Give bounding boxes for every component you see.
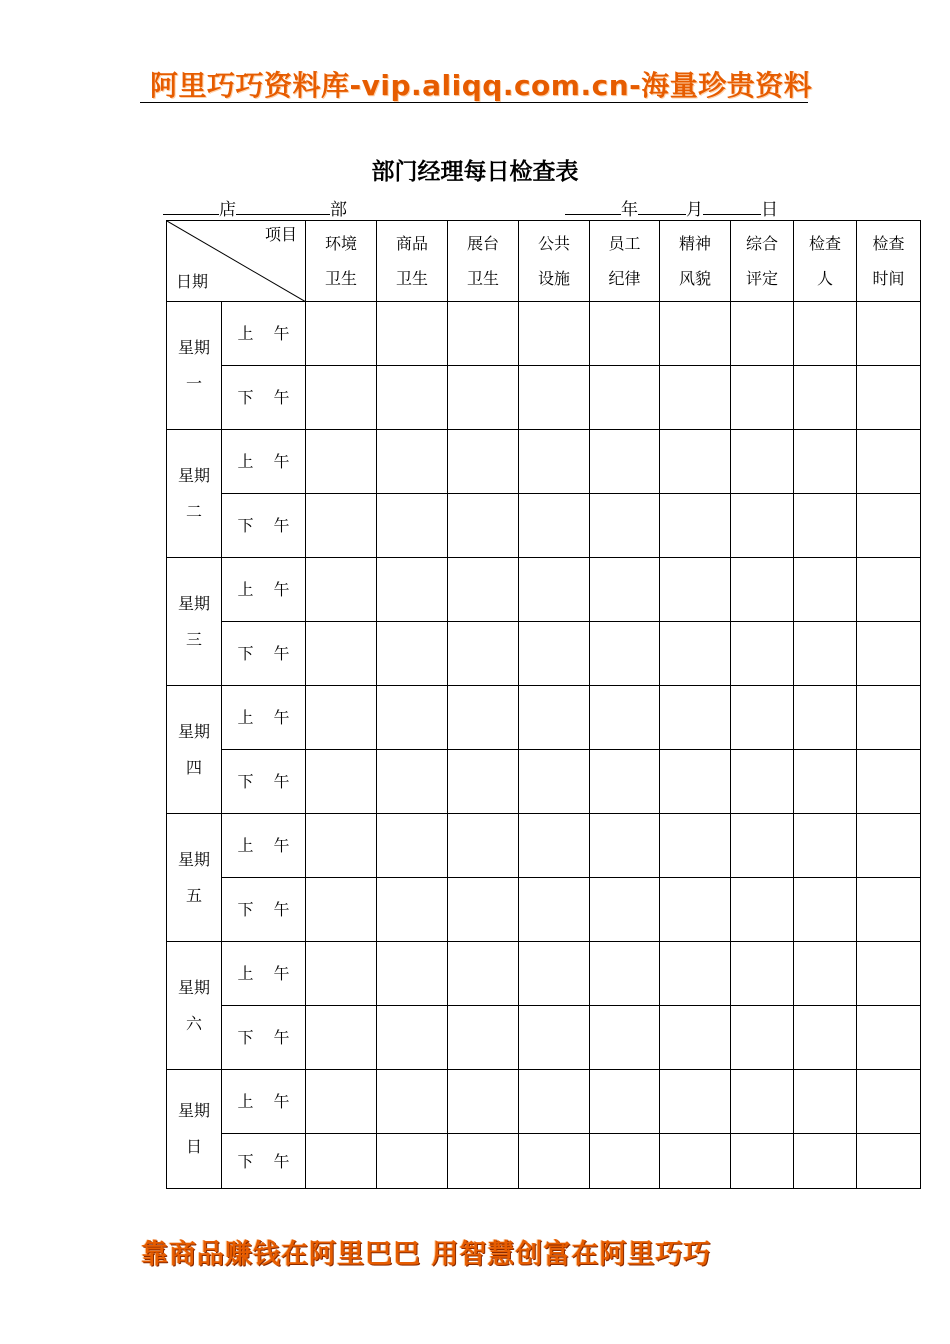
entry-cell[interactable] (794, 878, 857, 942)
entry-cell[interactable] (794, 430, 857, 494)
store-dept-line (163, 195, 347, 220)
entry-cell[interactable] (377, 942, 448, 1006)
entry-cell[interactable] (519, 814, 590, 878)
column-header (731, 221, 794, 302)
entry-cell[interactable] (660, 686, 731, 750)
entry-cell[interactable] (590, 686, 660, 750)
entry-cell[interactable] (857, 1006, 921, 1070)
entry-cell[interactable] (731, 942, 794, 1006)
entry-cell[interactable] (794, 750, 857, 814)
entry-cell[interactable] (519, 1006, 590, 1070)
half-char2: 午 (273, 1151, 290, 1171)
entry-cell[interactable] (519, 1070, 590, 1134)
half-char1: 上 (237, 580, 254, 599)
half-char2: 午 (273, 324, 290, 343)
date-label: 日期 (176, 272, 209, 291)
column-header-line1: 展台 (466, 234, 499, 253)
day-label-num: 五 (185, 885, 202, 905)
morning-cell (222, 558, 306, 622)
day-label-week: 星期 (177, 593, 210, 613)
entry-cell[interactable] (857, 814, 921, 878)
entry-cell[interactable] (660, 1070, 731, 1134)
afternoon-cell (222, 622, 306, 686)
entry-cell[interactable] (731, 302, 794, 366)
entry-cell[interactable] (519, 366, 590, 430)
half-char2: 午 (273, 388, 290, 407)
column-header-line2: 风貌 (678, 269, 711, 288)
half-char2: 午 (273, 452, 290, 471)
entry-cell[interactable] (519, 686, 590, 750)
morning-cell (222, 430, 306, 494)
entry-cell[interactable] (794, 622, 857, 686)
entry-cell[interactable] (590, 1006, 660, 1070)
entry-cell[interactable] (794, 942, 857, 1006)
entry-cell[interactable] (519, 1134, 590, 1189)
entry-cell[interactable] (794, 1006, 857, 1070)
entry-cell[interactable] (857, 302, 921, 366)
top-banner (140, 62, 813, 103)
entry-cell[interactable] (306, 686, 377, 750)
day-label-week: 星期 (177, 721, 210, 741)
morning-cell (222, 942, 306, 1006)
entry-cell[interactable] (448, 750, 519, 814)
day-cell (167, 1070, 222, 1189)
afternoon-cell (222, 750, 306, 814)
column-header-line1: 检查 (872, 234, 905, 253)
entry-cell[interactable] (519, 878, 590, 942)
half-char1: 下 (237, 516, 254, 535)
entry-cell[interactable] (660, 430, 731, 494)
entry-cell[interactable] (731, 1070, 794, 1134)
store-blank[interactable] (163, 197, 219, 215)
entry-cell[interactable] (448, 686, 519, 750)
entry-cell[interactable] (306, 366, 377, 430)
entry-cell[interactable] (519, 942, 590, 1006)
day-label-num: 六 (185, 1013, 202, 1033)
half-char1: 下 (237, 388, 254, 407)
afternoon-cell (222, 494, 306, 558)
half-char2: 午 (273, 644, 290, 663)
entry-cell[interactable] (794, 686, 857, 750)
entry-cell[interactable] (660, 558, 731, 622)
column-header-line2: 纪律 (608, 269, 641, 288)
column-header-line2: 人 (816, 269, 833, 288)
entry-cell[interactable] (377, 814, 448, 878)
column-header-line2: 时间 (872, 269, 905, 288)
day-cell (167, 302, 222, 430)
column-header (519, 221, 590, 302)
entry-cell[interactable] (448, 430, 519, 494)
half-char1: 上 (237, 836, 254, 855)
day-cell (167, 430, 222, 558)
entry-cell[interactable] (448, 494, 519, 558)
entry-cell[interactable] (590, 814, 660, 878)
entry-cell[interactable] (377, 686, 448, 750)
entry-cell[interactable] (590, 1070, 660, 1134)
entry-cell[interactable] (590, 494, 660, 558)
page-title: 部门经理每日检查表 (371, 158, 579, 185)
afternoon-cell (222, 1134, 306, 1189)
entry-cell[interactable] (377, 750, 448, 814)
entry-cell[interactable] (448, 1134, 519, 1189)
entry-cell[interactable] (731, 366, 794, 430)
column-header-line1: 员工 (608, 234, 641, 253)
entry-cell[interactable] (857, 942, 921, 1006)
entry-cell[interactable] (857, 686, 921, 750)
half-char2: 午 (273, 580, 290, 599)
entry-cell[interactable] (448, 622, 519, 686)
column-header-line2: 设施 (537, 269, 570, 288)
entry-cell[interactable] (660, 814, 731, 878)
column-header-line2: 评定 (745, 269, 778, 288)
day-row (167, 686, 921, 750)
top-banner-text: 阿里巧巧资料库-vip.aliqq.com.cn-海量珍贵资料 (150, 69, 813, 102)
entry-cell[interactable] (857, 494, 921, 558)
column-header (857, 221, 921, 302)
entry-cell[interactable] (519, 430, 590, 494)
entry-cell[interactable] (377, 1134, 448, 1189)
entry-cell[interactable] (448, 878, 519, 942)
day-cell (167, 942, 222, 1070)
entry-cell[interactable] (448, 1070, 519, 1134)
entry-cell[interactable] (857, 1070, 921, 1134)
corner-cell (167, 221, 306, 302)
item-label: 项目 (264, 225, 297, 244)
column-header (794, 221, 857, 302)
column-header-line2: 卫生 (324, 269, 357, 288)
entry-cell[interactable] (857, 1134, 921, 1189)
entry-cell[interactable] (306, 622, 377, 686)
entry-cell[interactable] (377, 878, 448, 942)
afternoon-cell (222, 366, 306, 430)
entry-cell[interactable] (306, 878, 377, 942)
entry-cell[interactable] (794, 558, 857, 622)
day-row (167, 494, 921, 558)
day-row (167, 1006, 921, 1070)
entry-cell[interactable] (306, 1006, 377, 1070)
day-label-num: 二 (185, 501, 202, 521)
entry-cell[interactable] (590, 622, 660, 686)
day-blank[interactable] (703, 197, 761, 215)
bottom-banner: 靠商品赚钱在阿里巴巴 用智慧创富在阿里巧巧 (141, 1239, 712, 1270)
entry-cell[interactable] (794, 366, 857, 430)
entry-cell[interactable] (857, 878, 921, 942)
month-label: 月 (686, 200, 703, 220)
day-cell (167, 814, 222, 942)
year-blank[interactable] (565, 197, 621, 215)
entry-cell[interactable] (519, 750, 590, 814)
entry-cell[interactable] (660, 878, 731, 942)
day-row (167, 302, 921, 366)
half-char1: 上 (237, 1092, 254, 1111)
entry-cell[interactable] (794, 1134, 857, 1189)
half-char1: 下 (237, 772, 254, 791)
half-char1: 上 (237, 324, 254, 343)
entry-cell[interactable] (590, 430, 660, 494)
day-row (167, 622, 921, 686)
column-header (306, 221, 377, 302)
entry-cell[interactable] (731, 494, 794, 558)
column-header (377, 221, 448, 302)
entry-cell[interactable] (857, 430, 921, 494)
entry-cell[interactable] (590, 366, 660, 430)
entry-cell[interactable] (377, 622, 448, 686)
entry-cell[interactable] (731, 878, 794, 942)
afternoon-cell (222, 1006, 306, 1070)
day-label-num: 四 (185, 757, 202, 777)
half-char1: 上 (237, 708, 254, 727)
day-row (167, 430, 921, 494)
entry-cell[interactable] (519, 302, 590, 366)
entry-cell[interactable] (448, 942, 519, 1006)
dept-label: 部 (330, 200, 347, 220)
half-char1: 下 (237, 1151, 254, 1171)
entry-cell[interactable] (857, 622, 921, 686)
half-char2: 午 (273, 516, 290, 535)
half-char2: 午 (273, 1092, 290, 1111)
entry-cell[interactable] (377, 366, 448, 430)
entry-cell[interactable] (448, 1006, 519, 1070)
column-header-line1: 环境 (324, 234, 357, 253)
entry-cell[interactable] (448, 302, 519, 366)
day-label-week: 星期 (177, 849, 210, 869)
column-header-line2: 卫生 (395, 269, 428, 288)
entry-cell[interactable] (731, 686, 794, 750)
day-label: 日 (761, 200, 778, 220)
column-header-line2: 卫生 (466, 269, 499, 288)
half-char2: 午 (273, 900, 290, 919)
morning-cell (222, 686, 306, 750)
day-row (167, 558, 921, 622)
day-label-num: 一 (185, 373, 202, 393)
entry-cell[interactable] (306, 750, 377, 814)
entry-cell[interactable] (660, 366, 731, 430)
entry-cell[interactable] (377, 430, 448, 494)
entry-cell[interactable] (731, 1006, 794, 1070)
half-char2: 午 (273, 964, 290, 983)
entry-cell[interactable] (590, 302, 660, 366)
entry-cell[interactable] (731, 558, 794, 622)
afternoon-cell (222, 878, 306, 942)
day-label-week: 星期 (177, 337, 210, 357)
half-char2: 午 (273, 836, 290, 855)
entry-cell[interactable] (590, 878, 660, 942)
entry-cell[interactable] (306, 1070, 377, 1134)
day-label-week: 星期 (177, 1101, 210, 1120)
entry-cell[interactable] (731, 430, 794, 494)
year-label: 年 (621, 200, 638, 220)
column-header-line1: 检查 (808, 234, 841, 253)
column-header (660, 221, 731, 302)
entry-cell[interactable] (377, 1070, 448, 1134)
entry-cell[interactable] (448, 814, 519, 878)
morning-cell (222, 1070, 306, 1134)
morning-cell (222, 302, 306, 366)
day-row (167, 1134, 921, 1189)
entry-cell[interactable] (377, 494, 448, 558)
day-label-week: 星期 (177, 465, 210, 485)
entry-cell[interactable] (590, 942, 660, 1006)
entry-cell[interactable] (660, 750, 731, 814)
entry-cell[interactable] (794, 494, 857, 558)
entry-cell[interactable] (306, 814, 377, 878)
entry-cell[interactable] (377, 558, 448, 622)
day-row (167, 878, 921, 942)
entry-cell[interactable] (660, 1134, 731, 1189)
entry-cell[interactable] (519, 558, 590, 622)
entry-cell[interactable] (857, 366, 921, 430)
entry-cell[interactable] (306, 1134, 377, 1189)
entry-cell[interactable] (731, 750, 794, 814)
half-char1: 上 (237, 452, 254, 471)
entry-cell[interactable] (731, 814, 794, 878)
day-row (167, 942, 921, 1006)
dept-blank[interactable] (236, 197, 330, 215)
entry-cell[interactable] (794, 302, 857, 366)
entry-cell[interactable] (660, 302, 731, 366)
entry-cell[interactable] (519, 622, 590, 686)
half-char1: 下 (237, 1028, 254, 1047)
entry-cell[interactable] (590, 750, 660, 814)
entry-cell[interactable] (377, 1006, 448, 1070)
entry-cell[interactable] (731, 622, 794, 686)
entry-cell[interactable] (448, 558, 519, 622)
day-cell (167, 686, 222, 814)
entry-cell[interactable] (590, 558, 660, 622)
half-char1: 上 (237, 964, 254, 983)
column-header (590, 221, 660, 302)
header-row (167, 221, 921, 302)
entry-cell[interactable] (306, 558, 377, 622)
day-row (167, 750, 921, 814)
half-char2: 午 (273, 772, 290, 791)
entry-cell[interactable] (590, 1134, 660, 1189)
day-label-num: 三 (185, 629, 202, 649)
entry-cell[interactable] (857, 750, 921, 814)
entry-cell[interactable] (660, 494, 731, 558)
entry-cell[interactable] (306, 494, 377, 558)
half-char2: 午 (273, 708, 290, 727)
day-row (167, 366, 921, 430)
column-header (448, 221, 519, 302)
entry-cell[interactable] (377, 302, 448, 366)
column-header-line1: 综合 (745, 234, 778, 253)
day-label-num: 日 (185, 1137, 202, 1156)
half-char2: 午 (273, 1028, 290, 1047)
entry-cell[interactable] (857, 558, 921, 622)
day-row (167, 814, 921, 878)
entry-cell[interactable] (660, 942, 731, 1006)
column-header-line1: 精神 (678, 234, 711, 253)
date-line (565, 195, 778, 220)
half-char1: 下 (237, 644, 254, 663)
entry-cell[interactable] (660, 622, 731, 686)
entry-cell[interactable] (448, 366, 519, 430)
entry-cell[interactable] (794, 814, 857, 878)
entry-cell[interactable] (519, 494, 590, 558)
day-row (167, 1070, 921, 1134)
entry-cell[interactable] (306, 302, 377, 366)
morning-cell (222, 814, 306, 878)
entry-cell[interactable] (731, 1134, 794, 1189)
column-header-line1: 公共 (537, 234, 570, 253)
month-blank[interactable] (638, 197, 686, 215)
entry-cell[interactable] (306, 942, 377, 1006)
entry-cell[interactable] (306, 430, 377, 494)
entry-cell[interactable] (660, 1006, 731, 1070)
store-label: 店 (219, 200, 236, 220)
day-cell (167, 558, 222, 686)
column-header-line1: 商品 (395, 234, 428, 253)
half-char1: 下 (237, 900, 254, 919)
inspection-table (166, 220, 921, 1189)
entry-cell[interactable] (794, 1070, 857, 1134)
day-label-week: 星期 (177, 977, 210, 997)
